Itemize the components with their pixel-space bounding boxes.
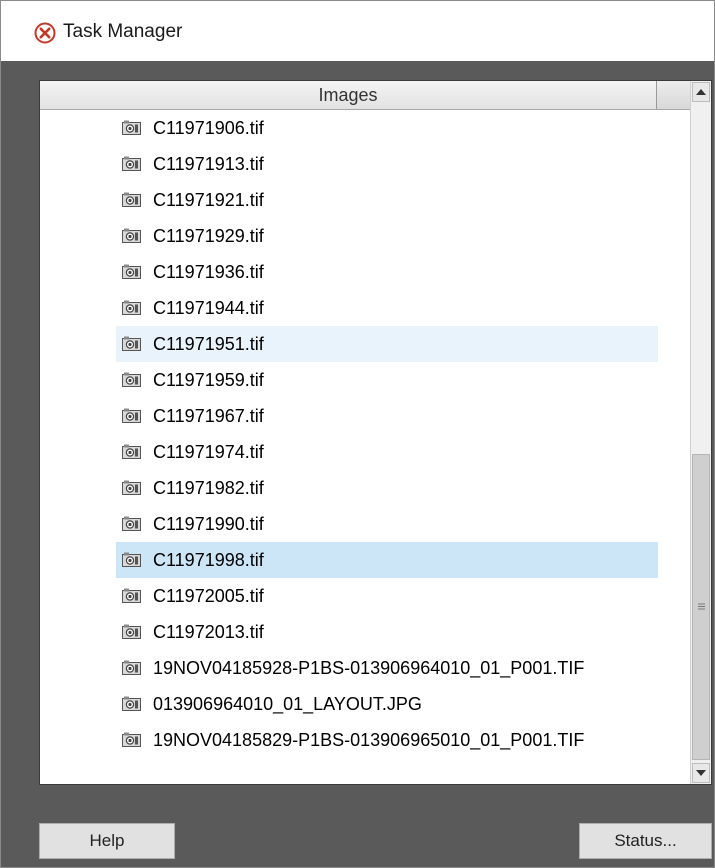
list-item[interactable] [116,362,658,398]
list-item[interactable] [116,398,658,434]
camera-image-icon [122,408,141,423]
list-item[interactable] [116,650,658,686]
camera-image-icon [122,120,141,135]
window-client-area [1,61,714,867]
title-bar[interactable] [1,1,714,61]
camera-image-icon [122,696,141,711]
list-item[interactable] [116,542,658,578]
camera-image-icon [122,372,141,387]
camera-image-icon [122,336,141,351]
list-item[interactable] [116,470,658,506]
list-item[interactable] [116,326,658,362]
list-item[interactable] [116,110,658,146]
list-item[interactable] [116,182,658,218]
camera-image-icon [122,300,141,315]
camera-image-icon [122,480,141,495]
list-item-label: 013906964010_01_LAYOUT.JPG [153,694,422,714]
column-header-filler [656,81,690,109]
list-item-label: C11971929.tif [153,226,264,246]
camera-image-icon [122,624,141,639]
list-item[interactable] [116,578,658,614]
list-item-label: C11971921.tif [153,190,264,210]
scroll-up-button[interactable] [692,82,710,102]
list-item-label: C11971906.tif [153,118,264,138]
scrollbar-thumb[interactable] [692,454,710,760]
list-item[interactable] [116,506,658,542]
list-item-label: C11971998.tif [153,550,264,570]
list-item-label: C11972005.tif [153,586,264,606]
list-item-label: C11971913.tif [153,154,264,174]
camera-image-icon [122,588,141,603]
images-list[interactable] [39,80,712,785]
list-item-label: C11971974.tif [153,442,264,462]
camera-image-icon [122,552,141,567]
list-item[interactable] [116,434,658,470]
list-item-label: 19NOV04185829-P1BS-013906965010_01_P001.TIF [153,730,585,750]
triangle-down-icon [693,764,709,782]
camera-image-icon [122,444,141,459]
triangle-up-icon [693,83,709,101]
camera-image-icon [122,660,141,675]
camera-image-icon [122,192,141,207]
list-header [40,81,690,110]
column-header-images[interactable]: Images [318,85,378,105]
list-item-label: 19NOV04185928-P1BS-013906964010_01_P001.TIF [153,658,585,678]
help-button[interactable]: Help [39,823,175,859]
list-item-label: C11972013.tif [153,622,264,642]
vertical-scrollbar[interactable] [690,81,711,784]
list-item-label: C11971967.tif [153,406,264,426]
list-item-label: C11971959.tif [153,370,264,390]
window-title: Task Manager [63,21,183,42]
list-item-label: C11971990.tif [153,514,264,534]
camera-image-icon [122,156,141,171]
list-item-label: C11971944.tif [153,298,264,318]
camera-image-icon [122,264,141,279]
scroll-down-button[interactable] [692,763,710,783]
list-item[interactable] [116,614,658,650]
status-button[interactable]: Status... [579,823,712,859]
list-item-label: C11971951.tif [153,334,264,354]
list-item[interactable] [116,686,658,722]
list-item-label: C11971982.tif [153,478,264,498]
list-item[interactable] [116,146,658,182]
camera-image-icon [122,732,141,747]
cancel-icon [34,22,56,44]
list-item[interactable] [116,254,658,290]
camera-image-icon [122,516,141,531]
grip-lines-icon [698,603,705,610]
list-item[interactable] [116,218,658,254]
list-item-label: C11971936.tif [153,262,264,282]
list-item[interactable] [116,290,658,326]
camera-image-icon [122,228,141,243]
list-item[interactable] [116,722,658,758]
